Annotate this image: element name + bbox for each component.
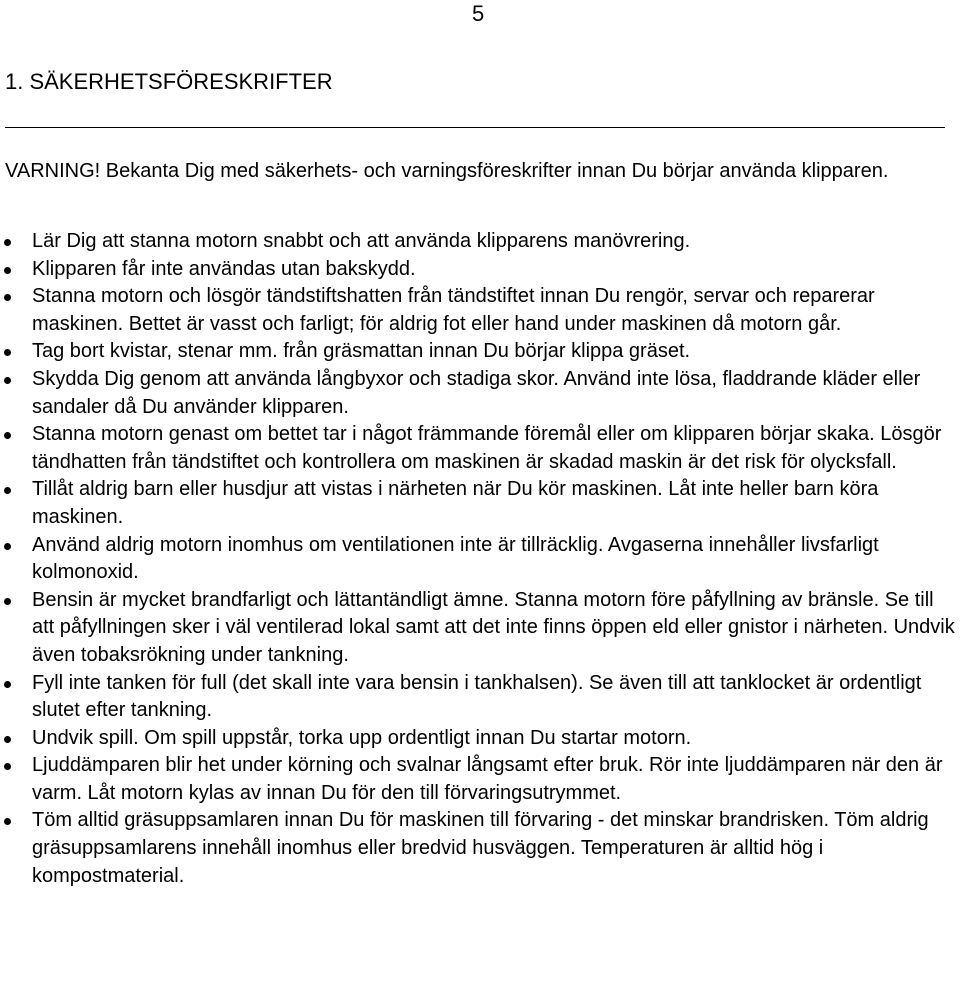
list-item-text: Stanna motorn genast om bettet tar i något främmande föremål eller om klipparen börjar skaka. Lösgör tändhatten från tändstiftet och kontrollera om maskinen är skadad maskin är det risk för olycksfall. <box>32 423 942 473</box>
warning-intro: VARNING! Bekanta Dig med säkerhets- och varningsföreskrifter innan Du börjar använda klipparen. <box>5 160 889 182</box>
bullet-icon <box>4 239 11 246</box>
list-item-text: Ljuddämparen blir het under körning och svalnar långsamt efter bruk. Rör inte ljuddämparen när den är varm. Låt motorn kylas av innan Du för den till förvaringsutrymmet. <box>32 754 943 804</box>
page-number: 5 <box>472 1 485 26</box>
bullet-icon <box>4 736 11 743</box>
list-item-text: Använd aldrig motorn inomhus om ventilationen inte är tillräcklig. Avgaserna innehåller livsfarligt kolmonoxid. <box>32 533 879 584</box>
list-item-text: Töm alltid gräsuppsamlaren innan Du för maskinen till förvaring - det minskar brandrisken. Töm aldrig gräsuppsamlarens innehåll inomhus eller bredvid husväggen. Temperaturen är alltid hög i kompostmaterial. <box>32 809 929 887</box>
list-item <box>0 338 960 366</box>
bullet-icon <box>4 377 11 384</box>
list-item-text: Skydda Dig genom att använda långbyxor och stadiga skor. Använd inte lösa, fladdrande kläder eller sandaler då Du använder klipparen. <box>32 367 921 418</box>
bullet-icon <box>4 294 11 301</box>
list-item <box>0 670 960 725</box>
safety-list <box>0 228 960 890</box>
list-item <box>0 228 960 256</box>
list-item-text: Undvik spill. Om spill uppstår, torka upp ordentligt innan Du startar motorn. <box>32 726 692 749</box>
list-item <box>0 421 960 476</box>
bullet-icon <box>4 681 11 688</box>
list-item <box>0 256 960 284</box>
list-item-text: Stanna motorn och lösgör tändstiftshatten från tändstiftet innan Du rengör, servar och reparerar maskinen. Bettet är vasst och farligt; för aldrig fot eller hand under maskinen då motorn går. <box>32 285 875 335</box>
list-item <box>0 283 960 338</box>
bullet-icon <box>4 598 11 605</box>
list-item <box>0 366 960 421</box>
list-item-text: Tillåt aldrig barn eller husdjur att vistas i närheten när Du kör maskinen. Låt inte heller barn köra maskinen. <box>32 478 879 528</box>
bullet-icon <box>4 818 11 825</box>
bullet-icon <box>4 349 11 356</box>
list-item <box>0 807 960 890</box>
bullet-icon <box>4 763 11 770</box>
bullet-icon <box>4 267 11 274</box>
list-item <box>0 752 960 807</box>
list-item <box>0 587 960 670</box>
bullet-icon <box>4 543 11 550</box>
list-item <box>0 725 960 753</box>
heading-divider <box>5 127 945 128</box>
section-heading: 1. SÄKERHETSFÖRESKRIFTER <box>5 69 333 94</box>
list-item-text: Klipparen får inte användas utan bakskydd. <box>32 257 416 280</box>
list-item-text: Bensin är mycket brandfarligt och lättantändligt ämne. Stanna motorn före påfyllning av bränsle. Se till att påfyllningen sker i väl ventilerad lokal samt att det inte finns öppen eld eller gnistor i närheten. Undvik även tobaksrökning under tankning. <box>32 588 955 666</box>
bullet-icon <box>4 487 11 494</box>
list-item-text: Fyll inte tanken för full (det skall inte vara bensin i tankhalsen). Se även till att tanklocket är ordentligt slutet efter tankning. <box>32 671 922 722</box>
list-item <box>0 476 960 531</box>
list-item <box>0 532 960 587</box>
bullet-icon <box>4 432 11 439</box>
list-item-text: Tag bort kvistar, stenar mm. från gräsmattan innan Du börjar klippa gräset. <box>32 340 691 363</box>
list-item-text: Lär Dig att stanna motorn snabbt och att använda klipparens manövrering. <box>32 230 691 252</box>
